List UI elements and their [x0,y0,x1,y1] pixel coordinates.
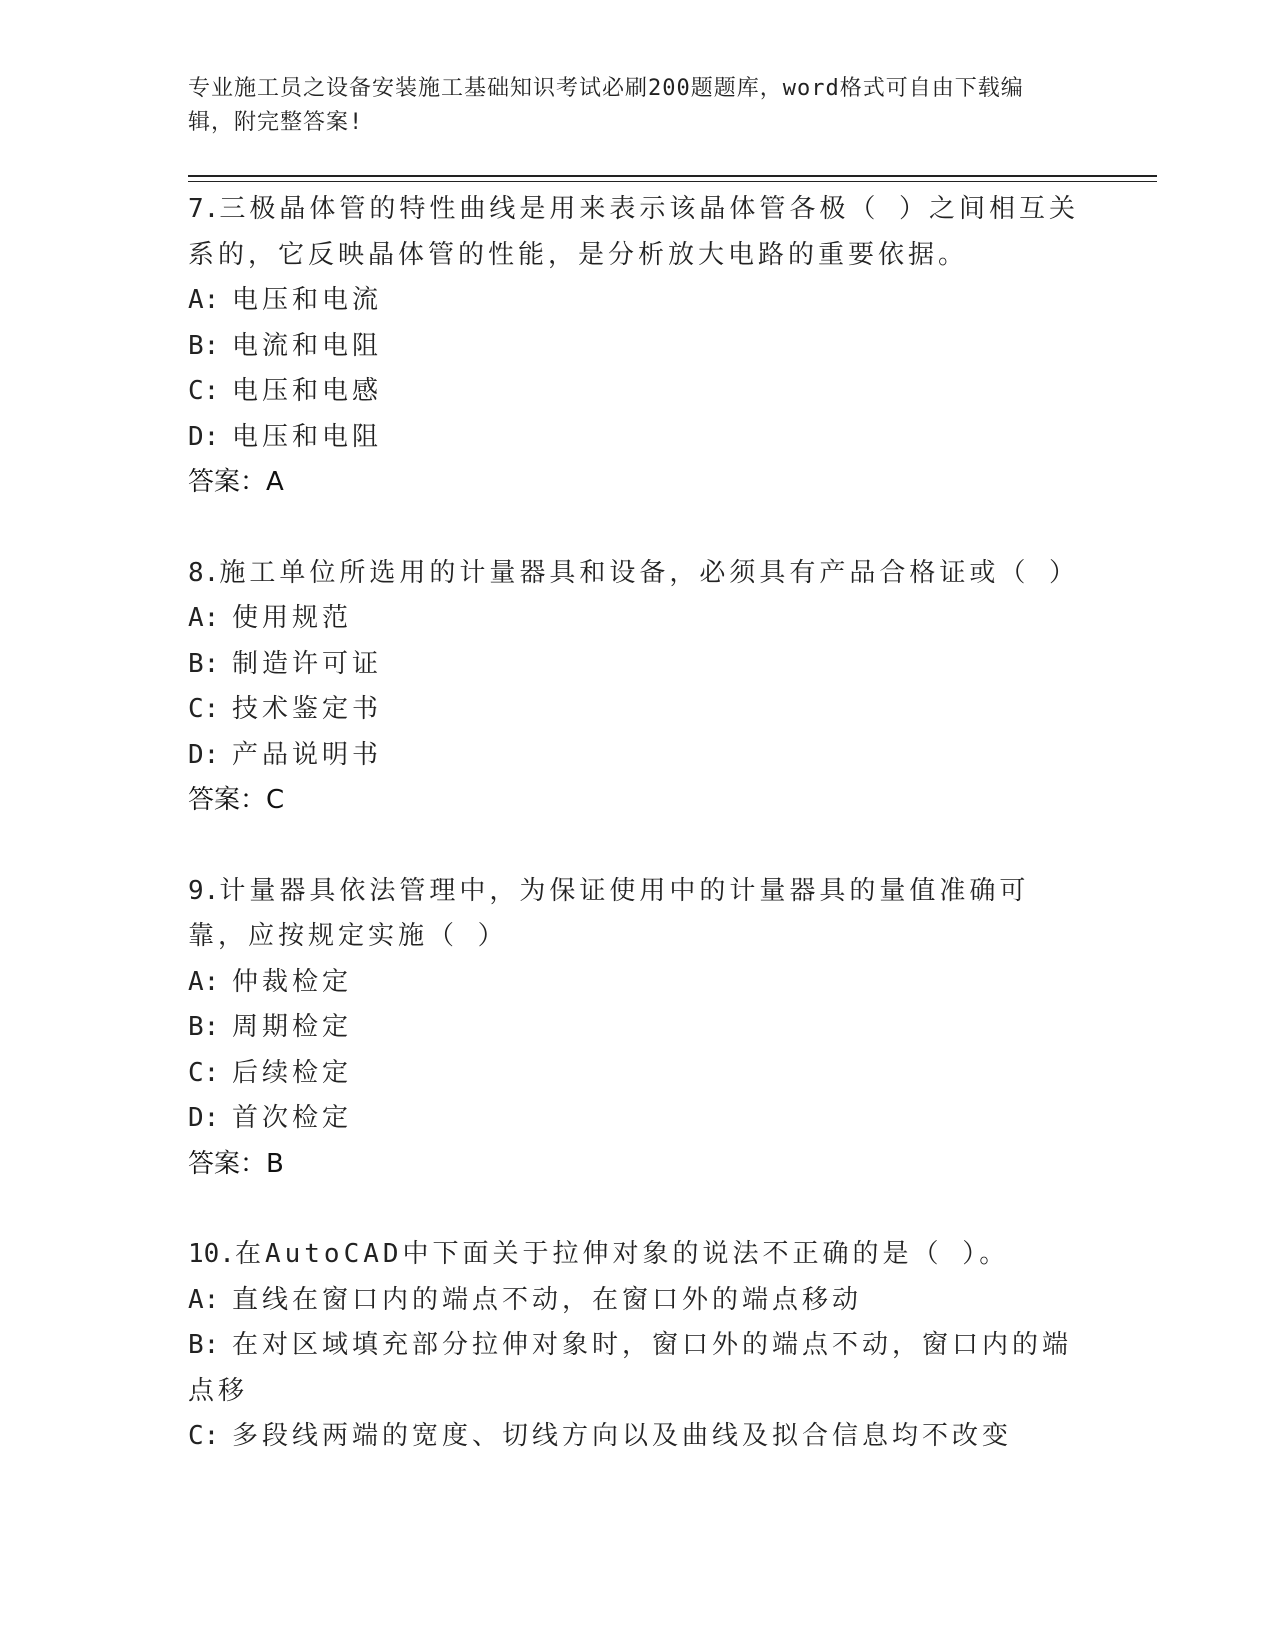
option-key: D: [188,421,220,452]
option-text: 多段线两端的宽度、切线方向以及曲线及拟合信息均不改变 [232,1421,1013,1451]
question-list [188,187,1088,1505]
option-text: 使用规范 [232,603,353,633]
header-divider-thin [188,181,1157,182]
option-a [188,278,1088,324]
option-key: A: [188,603,220,633]
option-key: B: [188,1330,220,1360]
option-a [188,596,1088,642]
option-key: B: [188,330,220,361]
answer-line: 答案：A [188,467,284,497]
question-number: 10. [188,1239,235,1269]
option-c [188,1414,1088,1460]
option-key: C: [188,694,220,724]
option-d [188,733,1088,779]
option-a [188,960,1088,1006]
question-stem [188,869,1088,960]
question-block [188,869,1088,1188]
option-a [188,1278,1088,1324]
option-text: 电压和电阻 [232,421,383,452]
option-text: 制造许可证 [232,648,383,679]
option-key: D: [188,1103,220,1133]
option-b [188,642,1088,688]
question-block [188,187,1088,506]
option-text: 仲裁检定 [232,966,353,997]
answer-line: 答案：B [188,1148,284,1179]
option-b [188,1005,1088,1051]
option-key: A: [188,1284,220,1315]
option-text: 直线在窗口内的端点不动，在窗口外的端点移动 [232,1284,863,1315]
question-stem [188,187,1088,278]
option-text: 后续检定 [232,1057,353,1088]
question-number: 7. [188,194,220,224]
option-key: A: [188,966,220,997]
option-text: 周期检定 [232,1012,353,1042]
option-key: C: [188,376,220,406]
question-number: 9. [188,875,220,906]
question-text: 在AutoCAD中下面关于拉伸对象的说法不正确的是（ ）。 [234,1239,1010,1269]
option-key: D: [188,739,220,770]
question-number: 8. [188,557,220,588]
option-text: 技术鉴定书 [232,694,383,724]
option-c [188,1051,1088,1097]
option-text: 在对区域填充部分拉伸对象时，窗口外的端点不动，窗口内的端点移 [188,1330,1073,1406]
document-header: 专业施工员之设备安装施工基础知识考试必刷200题题库，word格式可自由下载编辑，附完整答案! [188,76,1024,135]
question-text: 三极晶体管的特性曲线是用来表示该晶体管各极（ ）之间相互关系的，它反映晶体管的性能，是分析放大电路的重要依据。 [188,194,1079,270]
option-text: 电流和电阻 [232,330,383,361]
option-d [188,1096,1088,1142]
option-text: 首次检定 [232,1103,353,1133]
option-key: C: [188,1421,220,1451]
option-text: 电压和电流 [232,285,383,315]
option-d [188,415,1088,461]
option-c [188,369,1088,415]
option-text: 产品说明书 [232,739,383,770]
question-block [188,551,1088,824]
question-stem [188,551,1088,597]
question-stem [188,1232,1088,1278]
question-block [188,1232,1088,1460]
answer-line: 答案：C [188,785,285,815]
option-key: A: [188,285,220,315]
option-c [188,687,1088,733]
option-key: B: [188,1012,220,1042]
question-text: 施工单位所选用的计量器具和设备，必须具有产品合格证或（ ） [219,557,1079,588]
option-text: 电压和电感 [232,376,383,406]
question-text: 计量器具依法管理中，为保证使用中的计量器具的量值准确可靠，应按规定实施（ ） [188,875,1030,951]
header-divider-thick [188,175,1157,177]
option-key: C: [188,1057,220,1088]
option-b [188,1323,1088,1414]
option-b [188,324,1088,370]
option-key: B: [188,648,220,679]
